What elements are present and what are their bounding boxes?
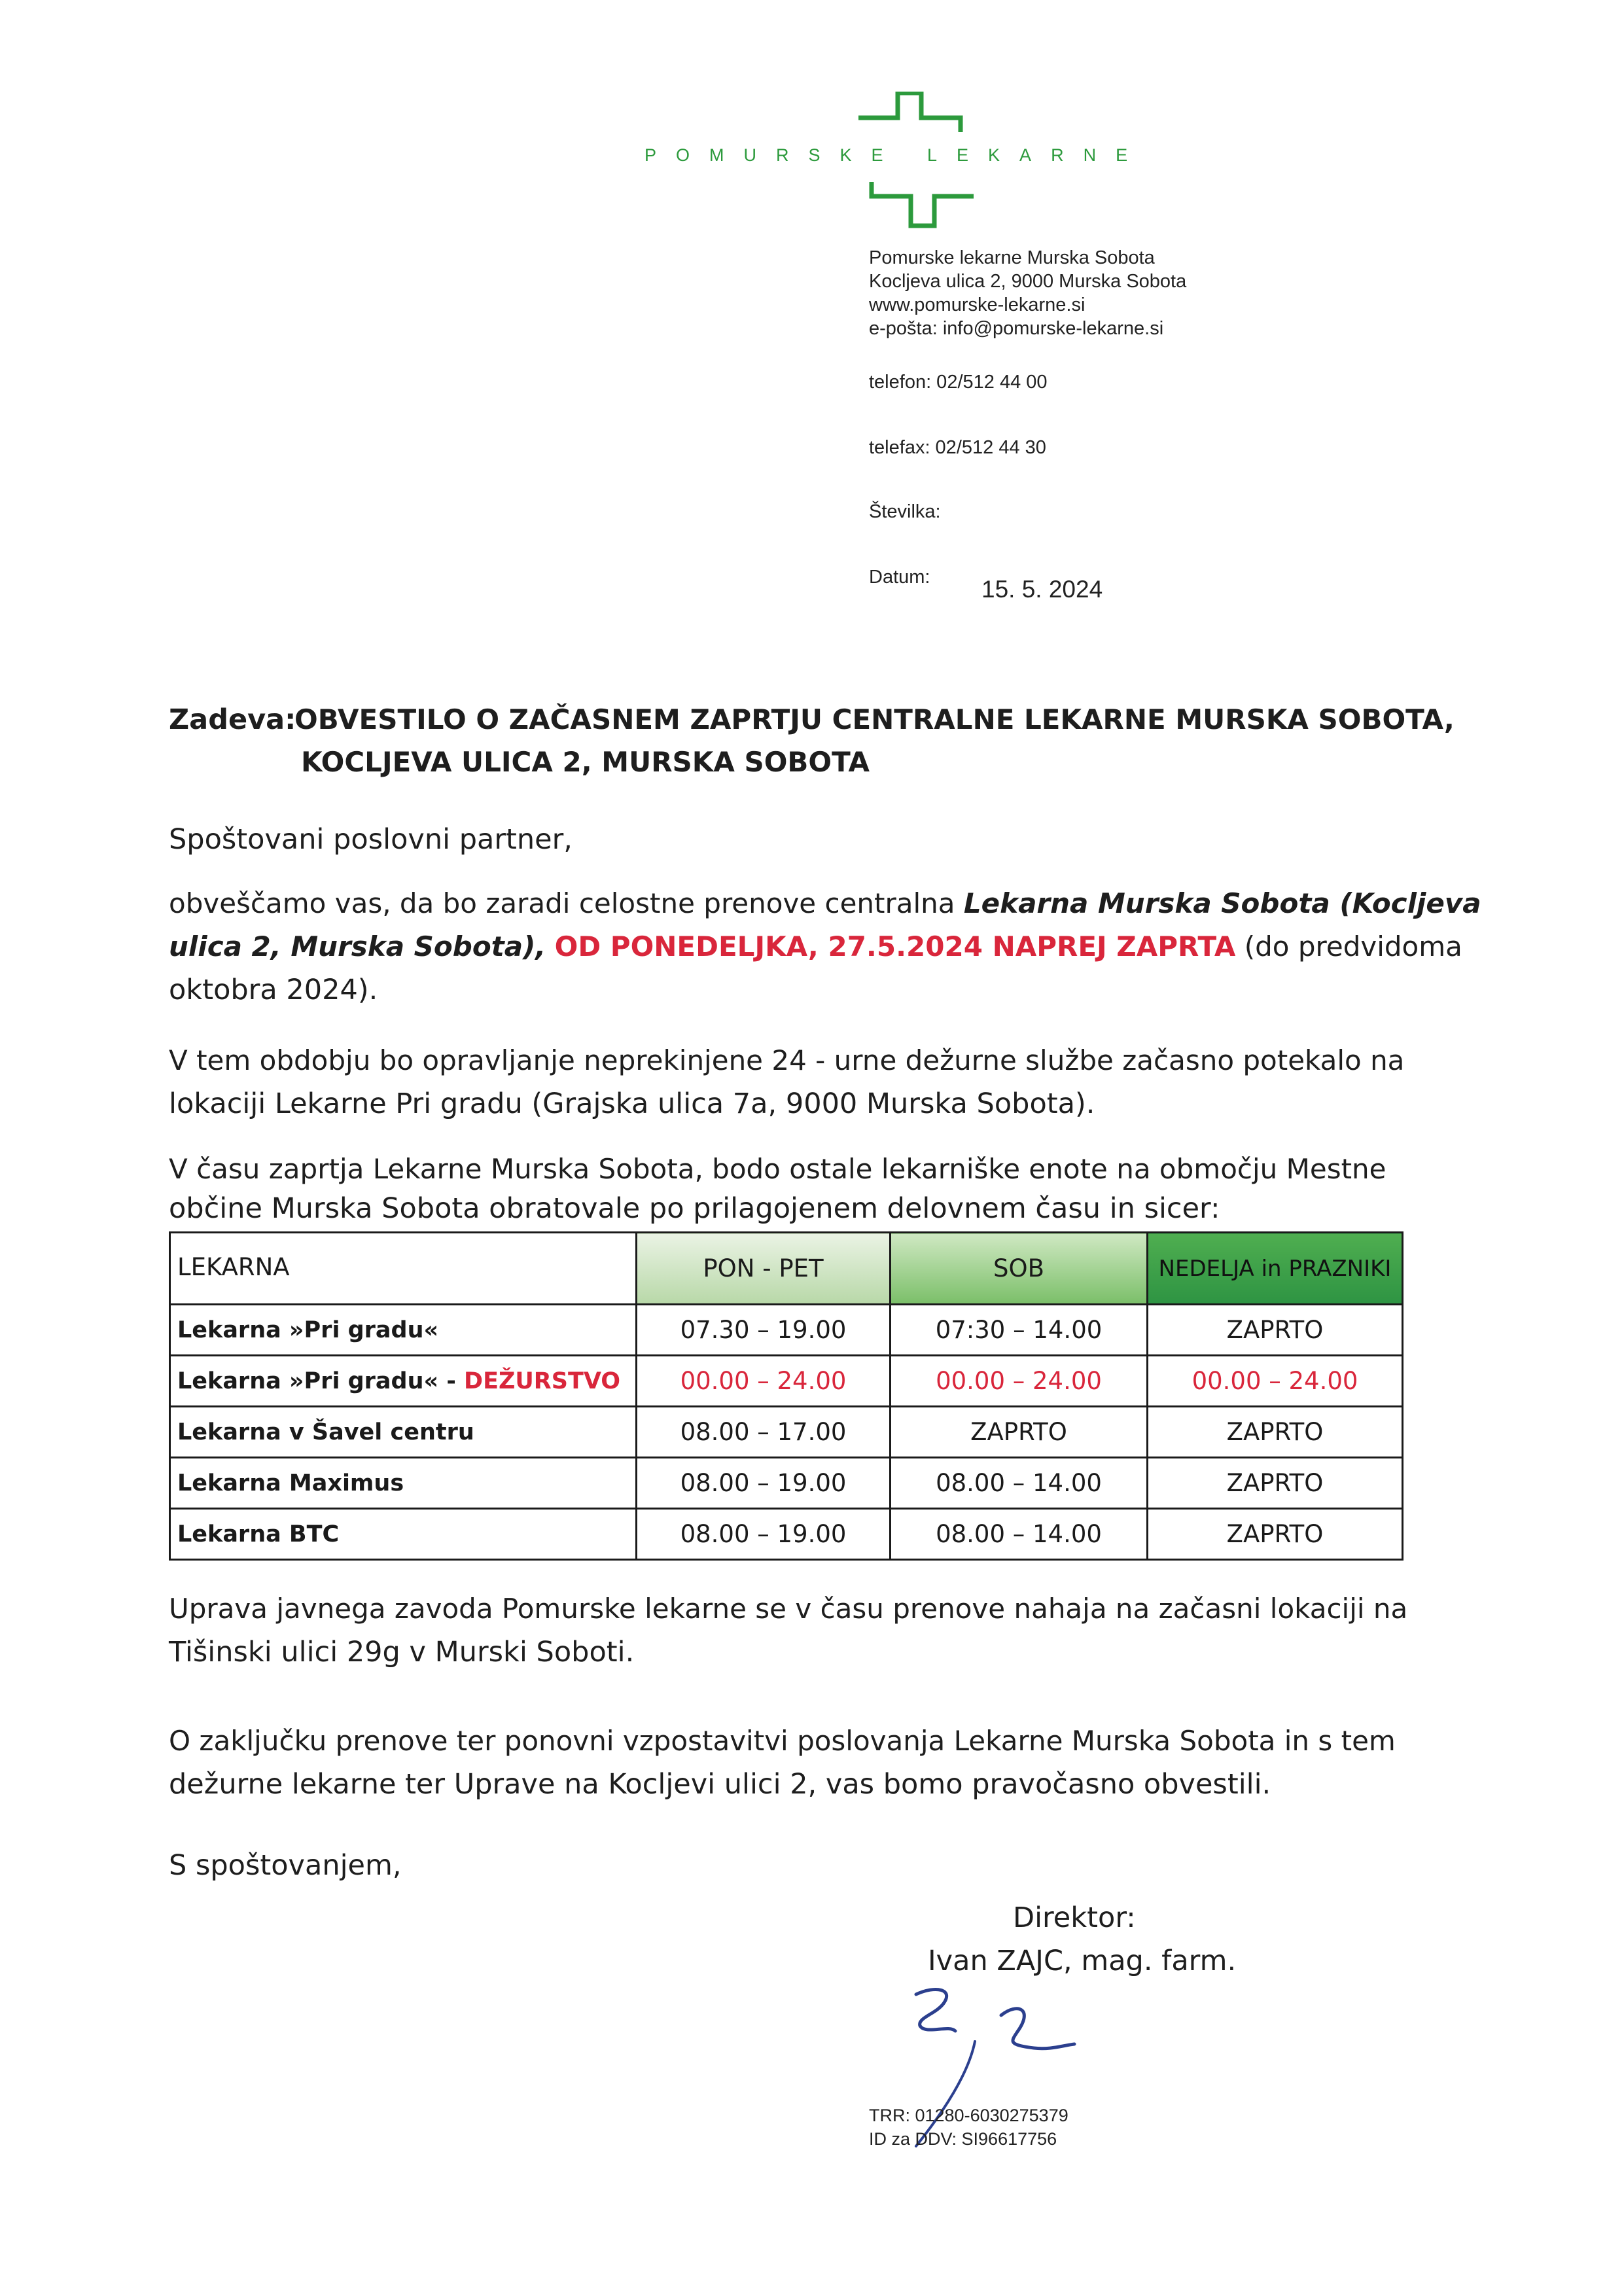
para4-line2: Tišinski ulici 29g v Murski Soboti. bbox=[169, 1636, 635, 1669]
pharmacy-name: Lekarna »Pri gradu« bbox=[170, 1305, 637, 1356]
org-email: e-pošta: info@pomurske-lekarne.si bbox=[869, 318, 1164, 339]
saturday-hours: 07:30 – 14.00 bbox=[891, 1305, 1148, 1356]
table-row bbox=[170, 1407, 1403, 1458]
saturday-hours: 08.00 – 14.00 bbox=[891, 1458, 1148, 1509]
table-row bbox=[170, 1509, 1403, 1560]
sunday-hours: ZAPRTO bbox=[1148, 1407, 1403, 1458]
org-address: Kocljeva ulica 2, 9000 Murska Sobota bbox=[869, 271, 1187, 292]
table-row bbox=[170, 1356, 1403, 1407]
para3-line1: V času zaprtja Lekarne Murska Sobota, bodo ostale lekarniške enote na območju Mestne bbox=[169, 1153, 1386, 1185]
org-website: www.pomurske-lekarne.si bbox=[869, 294, 1086, 315]
table-header-row bbox=[170, 1233, 1403, 1305]
signatory-title: Direktor: bbox=[1013, 1901, 1136, 1934]
weekday-hours: 08.00 – 19.00 bbox=[637, 1458, 891, 1509]
weekday-hours: 08.00 – 19.00 bbox=[637, 1509, 891, 1560]
vat-id: ID za DDV: SI96617756 bbox=[869, 2129, 1057, 2149]
org-phone: telefon: 02/512 44 00 bbox=[869, 372, 1048, 393]
pharmacy-name: Lekarna Maximus bbox=[170, 1458, 637, 1509]
subject-label: Zadeva: bbox=[169, 703, 296, 736]
weekday-hours: 00.00 – 24.00 bbox=[637, 1356, 891, 1407]
on-duty-label: DEŽURSTVO bbox=[464, 1368, 621, 1394]
saturday-hours: 08.00 – 14.00 bbox=[891, 1509, 1148, 1560]
header-sunday-holidays: NEDELJA in PRAZNIKI bbox=[1148, 1233, 1403, 1305]
pharmacy-name: Lekarna »Pri gradu« - DEŽURSTVO bbox=[170, 1356, 637, 1407]
header-saturday: SOB bbox=[891, 1233, 1148, 1305]
header-pharmacy: LEKARNA bbox=[170, 1233, 637, 1305]
opening-hours-table bbox=[169, 1231, 1403, 1561]
weekday-hours: 07.30 – 19.00 bbox=[637, 1305, 891, 1356]
subject-line-1: OBVESTILO O ZAČASNEM ZAPRTJU CENTRALNE LEKARNE MURSKA SOBOTA, bbox=[294, 703, 1455, 735]
sunday-hours: 00.00 – 24.00 bbox=[1148, 1356, 1403, 1407]
table-row bbox=[170, 1458, 1403, 1509]
pharmacy-name: Lekarna v Šavel centru bbox=[170, 1407, 637, 1458]
para5-line2: dežurne lekarne ter Uprave na Kocljevi ulici 2, vas bomo pravočasno obvestili. bbox=[169, 1768, 1271, 1801]
para1-line2: ulica 2, Murska Sobota), OD PONEDELJKA, 27.5.2024 NAPREJ ZAPRTA (do predvidoma bbox=[169, 930, 1462, 963]
pharmacy-name: Lekarna BTC bbox=[170, 1509, 637, 1560]
org-name: Pomurske lekarne Murska Sobota bbox=[869, 247, 1155, 268]
para1-line1: obveščamo vas, da bo zaradi celostne prenove centralna Lekarna Murska Sobota (Kocljeva bbox=[169, 887, 1481, 919]
saturday-hours: ZAPRTO bbox=[891, 1407, 1148, 1458]
subject-line-2: KOCLJEVA ULICA 2, MURSKA SOBOTA bbox=[301, 746, 870, 778]
date-label: Datum: bbox=[869, 567, 930, 588]
handwritten-signature bbox=[903, 1983, 1099, 2153]
greeting: Spoštovani poslovni partner, bbox=[169, 823, 573, 856]
bank-account: TRR: 01280-6030275379 bbox=[869, 2106, 1068, 2125]
para3-line2: občine Murska Sobota obratovale po prilagojenem delovnem času in sicer: bbox=[169, 1192, 1220, 1225]
signatory-name: Ivan ZAJC, mag. farm. bbox=[928, 1945, 1237, 1977]
para4-line1: Uprava javnega zavoda Pomurske lekarne se v času prenove nahaja na začasni lokaciji na bbox=[169, 1593, 1408, 1625]
para5-line1: O zaključku prenove ter ponovni vzpostavitvi poslovanja Lekarne Murska Sobota in s tem bbox=[169, 1725, 1396, 1757]
sunday-hours: ZAPRTO bbox=[1148, 1509, 1403, 1560]
saturday-hours: 00.00 – 24.00 bbox=[891, 1356, 1148, 1407]
table-row bbox=[170, 1305, 1403, 1356]
closing: S spoštovanjem, bbox=[169, 1849, 402, 1882]
para2-line2: lokaciji Lekarne Pri gradu (Grajska ulica 7a, 9000 Murska Sobota). bbox=[169, 1087, 1095, 1120]
para1-line3: oktobra 2024). bbox=[169, 974, 378, 1006]
weekday-hours: 08.00 – 17.00 bbox=[637, 1407, 891, 1458]
number-label: Številka: bbox=[869, 501, 941, 522]
org-fax: telefax: 02/512 44 30 bbox=[869, 437, 1046, 458]
sunday-hours: ZAPRTO bbox=[1148, 1305, 1403, 1356]
para2-line1: V tem obdobju bo opravljanje neprekinjene 24 - urne dežurne službe začasno potekalo na bbox=[169, 1044, 1405, 1076]
header-weekdays: PON - PET bbox=[637, 1233, 891, 1305]
date-value: 15. 5. 2024 bbox=[981, 576, 1103, 603]
brand-name: POMURSKE LEKARNE bbox=[644, 145, 1148, 165]
sunday-hours: ZAPRTO bbox=[1148, 1458, 1403, 1509]
